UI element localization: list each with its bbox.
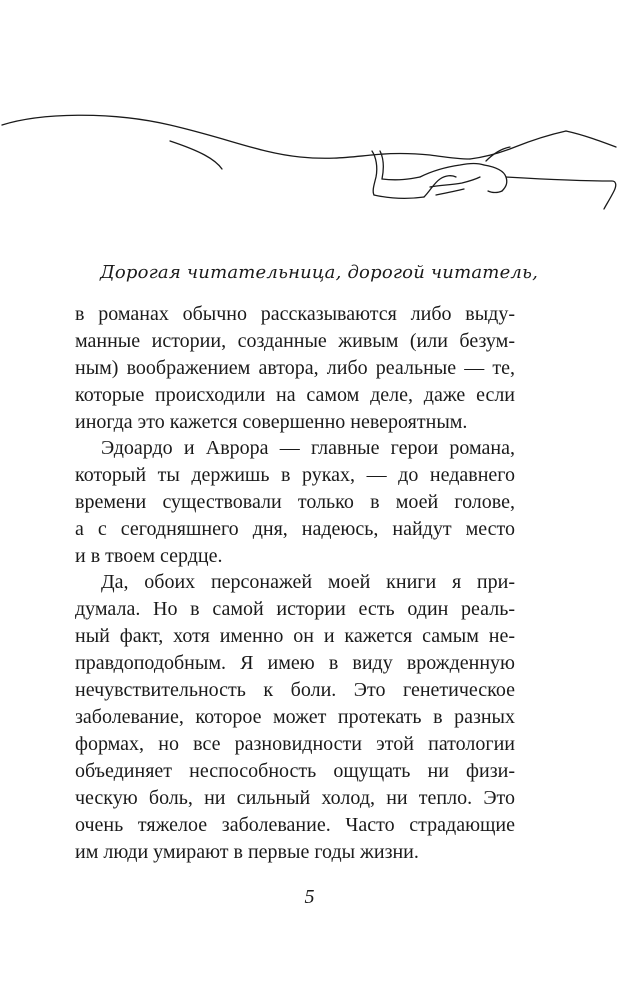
- text-line: ческую боль, ни сильный холод, ни тепло. Это: [75, 787, 515, 809]
- text-line: времени существовали только в моей голове,: [75, 491, 515, 513]
- text-line: а с сегодняшнего дня, надеюсь, найдут место: [75, 518, 515, 540]
- text-line: ный факт, хотя именно он и кажется самым не-: [75, 625, 515, 647]
- paragraph-1: [75, 301, 515, 436]
- text-line: который ты держишь в руках, — до недавнего: [75, 464, 515, 486]
- text-line: очень тяжелое заболевание. Часто страдающие: [75, 814, 515, 836]
- text-line: объединяет неспособность ощущать ни физи-: [75, 760, 515, 782]
- text-line: формах, но все разновидности этой патологии: [75, 733, 515, 755]
- text-line: им люди умирают в первые годы жизни.: [75, 841, 419, 863]
- text-line: Эдоардо и Аврора — главные герои романа,: [101, 437, 515, 459]
- paragraph-3: [75, 569, 515, 866]
- text-line: Да, обоих персонажей моей книги я при-: [101, 571, 515, 593]
- text-line: ным) воображением автора, либо реальные — те,: [75, 357, 515, 379]
- text-line: думала. Но в самой истории есть один реаль-: [75, 598, 515, 620]
- paragraph-2: [75, 435, 515, 570]
- text-line: манные истории, созданные живым (или безум-: [75, 330, 515, 352]
- text-line: нечувствительность к боли. Это генетическое: [75, 679, 515, 701]
- text-line: заболевание, которое может протекать в разных: [75, 706, 515, 728]
- text-line: и в твоем сердце.: [75, 545, 223, 567]
- hands-touching-line-art-icon: [0, 95, 619, 215]
- page-number: 5: [304, 886, 315, 908]
- greeting: Дорогая читательница, дорогой читатель,: [100, 262, 538, 283]
- text-line: которые происходили на самом деле, даже если: [75, 384, 515, 406]
- text-line: в романах обычно рассказываются либо выду-: [75, 303, 515, 325]
- text-line: иногда это кажется совершенно невероятным.: [75, 411, 468, 433]
- text-line: правдоподобным. Я имею в виду врожденную: [75, 652, 515, 674]
